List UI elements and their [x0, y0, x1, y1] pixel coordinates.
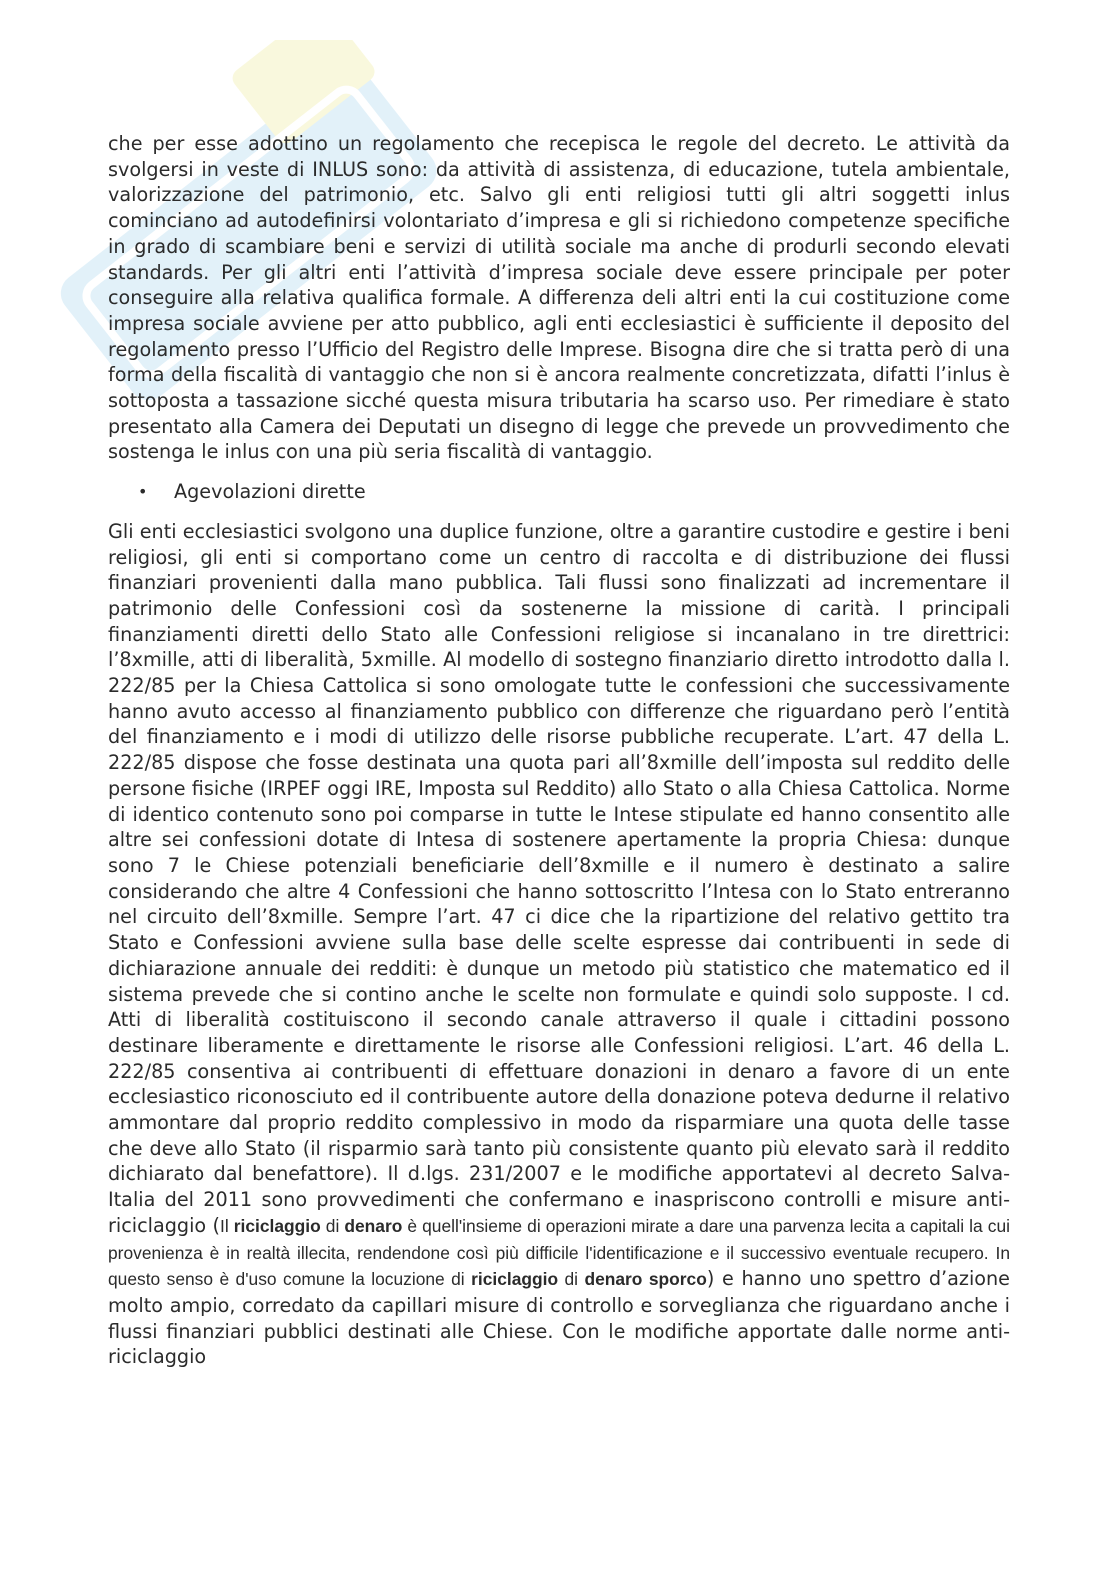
paragraph-text-a: Gli enti ecclesiastici svolgono una duplice funzione, oltre a garantire custodire e gestire i beni religiosi, gli enti si comportano come un centro di raccolta e di distribuzione dei flussi finanziari provenienti dalla mano pubblica. Tali flussi sono finalizzati ad incrementare il patrimonio delle Confessioni così da sostenerne la missione di carità. I principali finanziamenti diretti dello Stato alle Confessioni religiose si incanalano in tre direttrici: l’8xmille, atti di liberalità, 5xmille. Al modello di sostegno finanziario diretto introdotto dalla l. 222/85 per la Chiesa Cattolica si sono omologate tutte le confessioni che successivamente hanno avuto accesso al finanziamento pubblico con differenze che riguardano però l’entità del finanziamento e i modi di utilizzo delle risorse pubbliche recuperate. L’art. 47 della L. 222/85 dispose che fosse destinata una quota pari all’8xmille dell’imposta sul reddito delle persone fisiche (IRPEF oggi IRE, Imposta sul Reddito) allo Stato o alla Chiesa Cattolica. Norme di identico contenuto sono poi comparse in tutte le Intese stipulate ed hanno consentito alle altre sei confessioni dotate di Intesa di sostenere apertamente la propria Chiesa: dunque sono 7 le Chiese potenziali beneficiarie dell’8xmille e il numero è destinato a salire considerando che altre 4 Confessioni che hanno sottoscritto l’Intesa con lo Stato entreranno nel circuito dell’8xmille. Sempre l’art. 47 ci dice che la ripartizione del relativo gettito tra Stato e Confessioni avviene sulla base delle scelte espresse dai contribuenti in sede di dichiarazione annuale dei redditi: è dunque un metodo più statistico che matematico ed il sistema prevede che si contino anche le scelte non formulate e quindi solo supposte. I cd. Atti di liberalità costituiscono il secondo canale attraverso il quale i cittadini possono destinare liberamente e direttamente le risorse alle Confessioni religiosi. L’art. 46 della L. 222/85 consentiva ai contribuenti di effettuare donazioni in denaro a favore di un ente ecclesiastico riconosciuto ed il contribuente autore della donazione poteva dedurne il relativo ammontare dal proprio reddito complessivo in modo da risparmiare una quota delle tasse che deve allo Stato (il risparmio sarà tanto più consistente quanto più elevato sarà il reddito dichiarato dal benefattore). Il d.lgs. 231/2007 e le modifiche apportatevi al decreto Salva-Italia del 2011 sono provvedimenti che confermano e inaspriscono controlli e misure anti-riciclaggio (: [108, 519, 1010, 1237]
bullet-item: [108, 479, 1010, 505]
paragraph-inlus: che per esse adottino un regolamento che recepisca le regole del decreto. Le attività da svolgersi in veste di INLUS sono: da attività di assistenza, di educazione, tutela ambientale, valorizzazione del patrimonio, etc. Salvo gli enti religiosi tutti gli altri soggetti inlus cominciano ad autodefinirsi volontariato d’impresa e gli si richiedono competenze specifiche in grado di scambiare beni e servizi di utilità sociale ma anche di produrli secondo elevati standards. Per gli altri enti l’attività d’impresa sociale deve essere principale per poter conseguire alla relativa qualifica formale. A differenza deli altri enti la cui costituzione come impresa sociale avviene per atto pubblico, agli enti ecclesiastici è sufficiente il deposito del regolamento presso l’Ufficio del Registro delle Imprese. Bisogna dire che si tratta però di una forma della fiscalità di vantaggio che non si è ancora realmente concretizzata, difatti l’inlus è sottoposta a tassazione sicché questa misura tributaria ha scarso uso. Per rimediare è stato presentato alla Camera dei Deputati un disegno di legge che prevede un provvedimento che sostenga le inlus con una più seria fiscalità di vantaggio.: [108, 132, 1010, 464]
bullet-icon: •: [138, 482, 148, 502]
quote-riciclaggio: Il riciclaggio di denaro è quell'insieme di operazioni mirate a dare una parvenza lecita a capitali la cui provenienza è in realtà illecita, rendendone così più difficile l'identificazione e il successivo eventuale recupero. In questo senso è d'uso comune la locuzione di riciclaggio di denaro sporco: [108, 1215, 1010, 1290]
bullet-label: Agevolazioni dirette: [174, 480, 366, 504]
paragraph-agevolazioni: [108, 519, 1010, 1370]
document-page: [108, 131, 1010, 1370]
paragraph-text-b: ) e hanno uno spettro d’azione molto ampio, corredato da capillari misure di controllo e sorveglianza che riguardano anche i flussi finanziari pubblici destinati alle Chiese. Con le modifiche apportate dalle norme anti-riciclaggio: [108, 1267, 1010, 1369]
